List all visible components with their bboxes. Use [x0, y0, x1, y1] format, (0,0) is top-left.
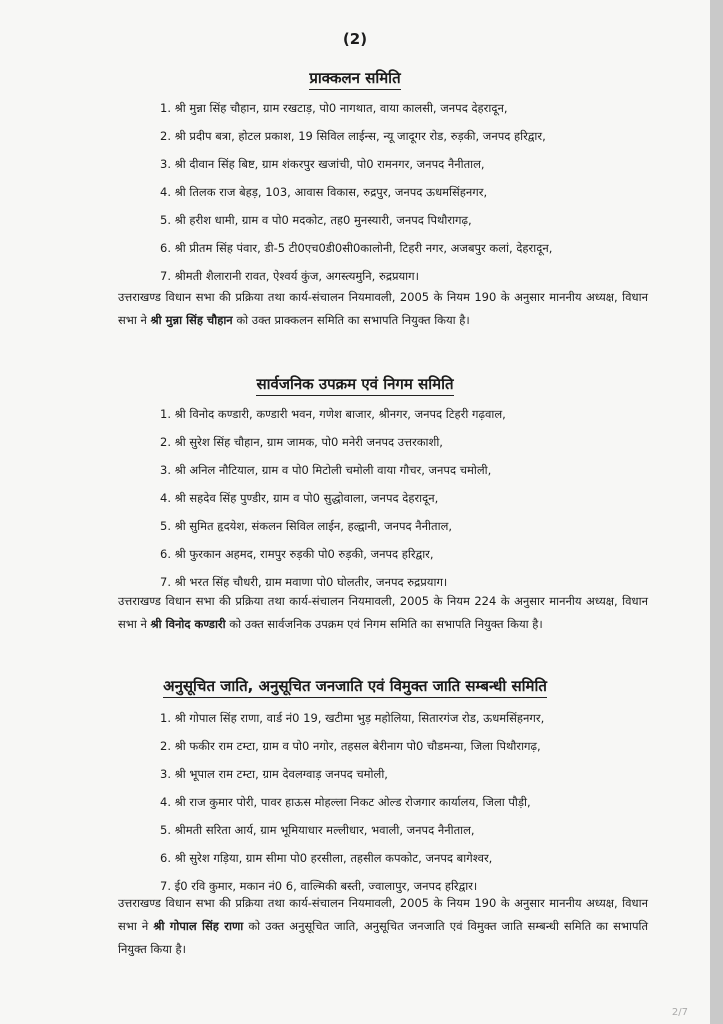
- member-list-estimates: [160, 94, 552, 290]
- list-item: 7. श्रीमती शैलारानी रावत, ऐश्वर्य कुंज, अगस्त्यमुनि, रुद्रप्रयाग।: [160, 269, 419, 283]
- list-item: 6. श्री प्रीतम सिंह पंवार, डी-5 टी0एच0डी0सी0कालोनी, टिहरी नगर, अजबपुर कलां, देहरादून,: [160, 241, 553, 255]
- page-number: (2): [342, 30, 368, 48]
- list-item: 6. श्री फुरकान अहमद, रामपुर रुड़की पो0 रुड़की, जनपद हरिद्वार,: [160, 547, 434, 561]
- list-item: 1. श्री मुन्ना सिंह चौहान, ग्राम रखटाड़, पो0 नागथात, वाया कालसी, जनपद देहरादून,: [160, 101, 508, 115]
- page-counter: 2/7: [671, 1007, 688, 1018]
- list-item: 3. श्री भूपाल राम टम्टा, ग्राम देवलग्वाड़ जनपद चमोली,: [160, 767, 388, 781]
- para-text: को उक्त अनुसूचित जाति, अनुसूचित जनजाति एवं विमुक्त जाति सम्बन्धी समिति का सभापति नियुक्त किया है।: [118, 919, 649, 956]
- list-item: 6. श्री सुरेश गड़िया, ग्राम सीमा पो0 हरसीला, तहसील कपकोट, जनपद बागेश्वर,: [160, 851, 493, 865]
- list-item: 3. श्री अनिल नौटियाल, ग्राम व पो0 मिटोली चमोली वाया गौचर, जनपद चमोली,: [160, 463, 492, 477]
- chairperson-name: श्री गोपाल सिंह राणा: [153, 919, 244, 933]
- list-item: 4. श्री राज कुमार पोरी, पावर हाऊस मोहल्ला निकट ओल्ड रोजगार कार्यालय, जिला पौड़ी,: [160, 795, 531, 809]
- appointment-paragraph: [118, 286, 648, 332]
- list-item: 2. श्री सुरेश सिंह चौहान, ग्राम जामक, पो0 मनेरी जनपद उत्तरकाशी,: [160, 435, 443, 449]
- para-text: को उक्त प्राक्कलन समिति का सभापति नियुक्त किया है।: [232, 313, 470, 327]
- para-text: को उक्त सार्वजनिक उपक्रम एवं निगम समिति का सभापति नियुक्त किया है।: [225, 617, 543, 631]
- chairperson-name: श्री मुन्ना सिंह चौहान: [150, 313, 233, 327]
- list-item: 2. श्री प्रदीप बत्रा, होटल प्रकाश, 19 सिविल लाईन्स, न्यू जादूगर रोड, रुड़की, जनपद हरिद्वार,: [160, 129, 546, 143]
- section-heading-sc-st-committee: [0, 676, 710, 696]
- heading-text: सार्वजनिक उपक्रम एवं निगम समिति: [256, 375, 453, 396]
- chairperson-name: श्री विनोद कण्डारी: [150, 617, 226, 631]
- section-heading-public-undertakings: [0, 374, 710, 394]
- heading-text: अनुसूचित जाति, अनुसूचित जनजाति एवं विमुक्त जाति सम्बन्धी समिति: [163, 677, 547, 698]
- para-text: उत्तराखण्ड विधान सभा की प्रक्रिया तथा कार्य-संचालन नियमावली, 2005 के नियम 224 के अनुसार माननीय अध्यक्ष, विधान सभा ने: [118, 594, 648, 631]
- appointment-paragraph: [118, 892, 648, 961]
- heading-text: प्राक्कलन समिति: [309, 69, 400, 90]
- list-item: 5. श्रीमती सरिता आर्य, ग्राम भूमियाधार मल्लीधार, भवाली, जनपद नैनीताल,: [160, 823, 475, 837]
- list-item: 3. श्री दीवान सिंह बिष्ट, ग्राम शंकरपुर खजांची, पो0 रामनगर, जनपद नैनीताल,: [160, 157, 485, 171]
- appointment-paragraph: [118, 590, 648, 636]
- member-list-public-undertakings: [160, 400, 506, 596]
- list-item: 4. श्री तिलक राज बेहड़, 103, आवास विकास, रुद्रपुर, जनपद ऊधमसिंहनगर,: [160, 185, 488, 199]
- para-text: उत्तराखण्ड विधान सभा की प्रक्रिया तथा कार्य-संचालन नियमावली, 2005 के नियम 190 के अनुसार माननीय अध्यक्ष, विधान सभा ने: [118, 290, 648, 327]
- list-item: 4. श्री सहदेव सिंह पुण्डीर, ग्राम व पो0 सुद्धोवाला, जनपद देहरादून,: [160, 491, 439, 505]
- list-item: 5. श्री सुमित हृदयेश, संकलन सिविल लाईन, हल्द्वानी, जनपद नैनीताल,: [160, 519, 453, 533]
- list-item: 1. श्री विनोद कण्डारी, कण्डारी भवन, गणेश बाजार, श्रीनगर, जनपद टिहरी गढ़वाल,: [160, 407, 506, 421]
- para-text: उत्तराखण्ड विधान सभा की प्रक्रिया तथा कार्य-संचालन नियमावली, 2005 के नियम 190 के अनुसार माननीय अध्यक्ष, विधान सभा ने: [118, 896, 648, 933]
- list-item: 1. श्री गोपाल सिंह राणा, वार्ड नं0 19, खटीमा भुड़ महोलिया, सितारगंज रोड, ऊधमसिंहनगर,: [160, 711, 545, 725]
- list-item: 7. श्री भरत सिंह चौधरी, ग्राम मवाणा पो0 घोलतीर, जनपद रुद्रप्रयाग।: [160, 575, 448, 589]
- member-list-sc-st: [160, 704, 544, 900]
- list-item: 5. श्री हरीश धामी, ग्राम व पो0 मदकोट, तह0 मुनस्यारी, जनपद पिथौरागढ़,: [160, 213, 472, 227]
- section-heading-estimates-committee: [0, 68, 710, 88]
- list-item: 2. श्री फकीर राम टम्टा, ग्राम व पो0 नगोर, तहसल बेरीनाग पो0 चौडमन्या, जिला पिथौरागढ़,: [160, 739, 541, 753]
- list-item: 7. ई0 रवि कुमार, मकान नं0 6, वाल्मिकी बस्ती, ज्वालापुर, जनपद हरिद्वार।: [160, 879, 478, 893]
